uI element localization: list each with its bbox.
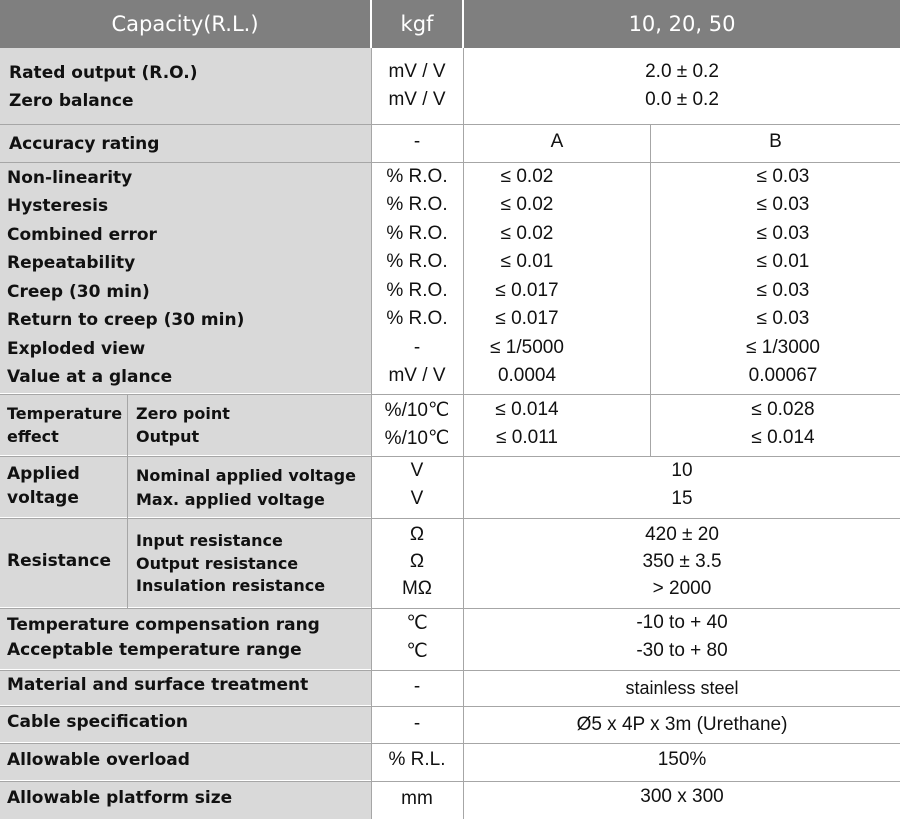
label-acceptable-temperature-range: Acceptable temperature range <box>7 640 302 660</box>
label-non-linearity: Non-linearity <box>7 168 133 188</box>
label-combined-error: Combined error <box>7 225 157 245</box>
header-unit: kgf <box>372 0 462 48</box>
row-divider <box>0 124 900 125</box>
label-temperature-effect-line2: effect <box>7 427 59 446</box>
value-a-combined-error: ≤ 0.02 <box>500 223 554 244</box>
value-b-repeatability: ≤ 0.01 <box>756 251 810 272</box>
unit-repeatability: % R.O. <box>386 251 448 272</box>
row-divider <box>0 670 900 671</box>
value-a-value-at-a-glance: 0.0004 <box>497 365 557 386</box>
row-label-group-output <box>0 48 371 124</box>
unit-creep: % R.O. <box>386 280 448 301</box>
unit-material-cell <box>372 671 462 705</box>
column-divider <box>127 394 128 608</box>
value-platform-cell <box>464 782 900 819</box>
unit-resistance <box>372 519 462 607</box>
unit-overload-cell <box>372 744 462 780</box>
label-temperature-compensation-range: Temperature compensation rang <box>7 615 320 635</box>
value-accuracy-b <box>651 125 900 162</box>
unit-output: %/10℃ <box>384 428 450 449</box>
unit-group-output <box>372 48 462 124</box>
label-temperature-effect <box>0 395 127 455</box>
value-temperature-compensation-range: -10 to + 40 <box>636 612 728 633</box>
value-input-resistance: 420 ± 20 <box>645 524 719 545</box>
column-divider <box>650 124 651 456</box>
label-applied-voltage-line1: Applied <box>7 464 80 484</box>
label-accuracy-rating: Accuracy rating <box>9 134 160 154</box>
value-a-return-to-creep: ≤ 0.017 <box>495 308 559 329</box>
value-a-repeatability: ≤ 0.01 <box>500 251 554 272</box>
label-insulation-resistance: Insulation resistance <box>136 576 326 595</box>
label-output-resistance: Output resistance <box>136 554 299 573</box>
row-label-material <box>0 671 371 705</box>
value-rated-output: 2.0 ± 0.2 <box>645 61 719 82</box>
row-label-temperature-ranges <box>0 609 371 669</box>
header-capacity: Capacity(R.L.) <box>0 0 370 48</box>
row-divider <box>0 781 900 782</box>
label-creep: Creep (30 min) <box>7 282 150 302</box>
unit-output-resistance: Ω <box>409 551 425 572</box>
value-insulation-resistance: > 2000 <box>652 578 712 599</box>
unit-non-linearity: % R.O. <box>386 166 448 187</box>
unit-temperature-compensation-range: ℃ <box>406 613 428 634</box>
label-temperature-effect-line1: Temperature <box>7 404 123 423</box>
label-applied-voltage <box>0 457 127 517</box>
label-material: Material and surface treatment <box>7 675 309 695</box>
label-zero-point: Zero point <box>136 404 230 423</box>
value-b-combined-error: ≤ 0.03 <box>756 223 810 244</box>
value-temperature-effect-a <box>464 395 590 455</box>
unit-rated-output: mV / V <box>388 61 446 82</box>
sublabel-temperature-effect <box>128 395 371 455</box>
value-accuracy-a <box>464 125 650 162</box>
value-temperature-ranges <box>464 609 900 669</box>
unit-temperature-effect <box>372 395 462 455</box>
label-applied-voltage-line2: voltage <box>7 488 79 508</box>
label-return-to-creep: Return to creep (30 min) <box>7 310 245 330</box>
row-divider <box>0 394 900 395</box>
column-divider <box>371 48 372 819</box>
unit-applied-voltage <box>372 457 462 517</box>
value-performance-a <box>464 163 590 393</box>
value-material-cell <box>464 671 900 705</box>
value-platform-size: 300 x 300 <box>640 786 724 807</box>
label-cable: Cable specification <box>7 712 188 732</box>
value-material: stainless steel <box>625 678 739 698</box>
row-label-overload <box>0 744 371 780</box>
unit-accuracy-rating: - <box>413 131 421 152</box>
unit-nominal-applied-voltage: V <box>410 460 424 481</box>
row-divider <box>0 743 900 744</box>
label-value-at-a-glance: Value at a glance <box>7 367 173 387</box>
label-exploded-view: Exploded view <box>7 339 146 359</box>
value-b-return-to-creep: ≤ 0.03 <box>756 308 810 329</box>
value-a-non-linearity: ≤ 0.02 <box>500 166 554 187</box>
column-divider <box>463 48 464 819</box>
row-divider <box>0 706 900 707</box>
value-cable: Ø5 x 4P x 3m (Urethane) <box>576 714 788 735</box>
label-nominal-applied-voltage: Nominal applied voltage <box>136 466 356 485</box>
value-acceptable-temperature-range: -30 to + 80 <box>636 640 728 661</box>
row-label-platform <box>0 782 371 819</box>
value-a-hysteresis: ≤ 0.02 <box>500 194 554 215</box>
row-divider <box>0 608 900 609</box>
value-max-applied-voltage: 15 <box>671 488 693 509</box>
row-label-cable <box>0 707 371 742</box>
unit-acceptable-temperature-range: ℃ <box>406 641 428 662</box>
value-overload-cell <box>464 744 900 780</box>
unit-temperature-ranges <box>372 609 462 669</box>
value-temperature-effect-b <box>716 395 850 455</box>
label-zero-balance: Zero balance <box>9 91 134 111</box>
header-values: 10, 20, 50 <box>464 0 900 48</box>
row-divider <box>0 518 900 519</box>
unit-hysteresis: % R.O. <box>386 194 448 215</box>
value-output-resistance: 350 ± 3.5 <box>642 551 722 572</box>
unit-zero-balance: mV / V <box>388 89 446 110</box>
row-label-performance <box>0 163 371 393</box>
value-b-non-linearity: ≤ 0.03 <box>756 166 810 187</box>
unit-material: - <box>413 676 421 697</box>
label-output: Output <box>136 427 200 446</box>
unit-accuracy <box>372 125 462 162</box>
value-a-output: ≤ 0.011 <box>496 427 558 448</box>
accuracy-grade-a: A <box>550 131 564 152</box>
label-rated-output: Rated output (R.O.) <box>9 63 198 83</box>
value-overload: 150% <box>657 749 707 770</box>
unit-overload: % R.L. <box>388 749 446 770</box>
value-b-exploded-view: ≤ 1/3000 <box>746 337 820 358</box>
value-b-output: ≤ 0.014 <box>751 427 815 448</box>
value-a-creep: ≤ 0.017 <box>495 280 559 301</box>
label-resistance-text: Resistance <box>7 551 111 571</box>
unit-cable-cell <box>372 707 462 742</box>
value-performance-b <box>716 163 850 393</box>
label-resistance <box>0 519 127 607</box>
label-repeatability: Repeatability <box>7 253 136 273</box>
unit-platform-cell <box>372 782 462 819</box>
value-group-output <box>464 48 900 124</box>
value-nominal-applied-voltage: 10 <box>671 460 693 481</box>
value-applied-voltage <box>464 457 900 517</box>
unit-combined-error: % R.O. <box>386 223 448 244</box>
unit-input-resistance: Ω <box>409 524 425 545</box>
label-input-resistance: Input resistance <box>136 531 283 550</box>
unit-exploded-view: - <box>413 337 421 358</box>
value-b-value-at-a-glance: 0.00067 <box>748 365 818 386</box>
unit-max-applied-voltage: V <box>410 488 424 509</box>
value-b-hysteresis: ≤ 0.03 <box>756 194 810 215</box>
unit-insulation-resistance: MΩ <box>401 578 433 599</box>
row-divider <box>0 162 900 163</box>
unit-return-to-creep: % R.O. <box>386 308 448 329</box>
label-hysteresis: Hysteresis <box>7 196 109 216</box>
unit-platform-size: mm <box>401 788 433 809</box>
value-a-exploded-view: ≤ 1/5000 <box>490 337 564 358</box>
sublabel-applied-voltage <box>128 457 371 517</box>
label-platform-size: Allowable platform size <box>7 788 233 808</box>
value-a-zero-point: ≤ 0.014 <box>495 399 559 420</box>
unit-cable: - <box>413 713 421 734</box>
value-cable-cell <box>464 707 900 742</box>
value-b-zero-point: ≤ 0.028 <box>751 399 815 420</box>
unit-performance <box>372 163 462 393</box>
label-overload: Allowable overload <box>7 750 190 770</box>
row-label-accuracy <box>0 125 371 162</box>
value-b-creep: ≤ 0.03 <box>756 280 810 301</box>
sublabel-resistance <box>128 519 371 607</box>
value-zero-balance: 0.0 ± 0.2 <box>645 89 719 110</box>
unit-zero-point: %/10℃ <box>384 400 450 421</box>
unit-value-at-a-glance: mV / V <box>388 365 446 386</box>
row-divider <box>0 456 900 457</box>
accuracy-grade-b: B <box>769 131 782 152</box>
label-max-applied-voltage: Max. applied voltage <box>136 490 325 509</box>
value-resistance <box>464 519 900 607</box>
